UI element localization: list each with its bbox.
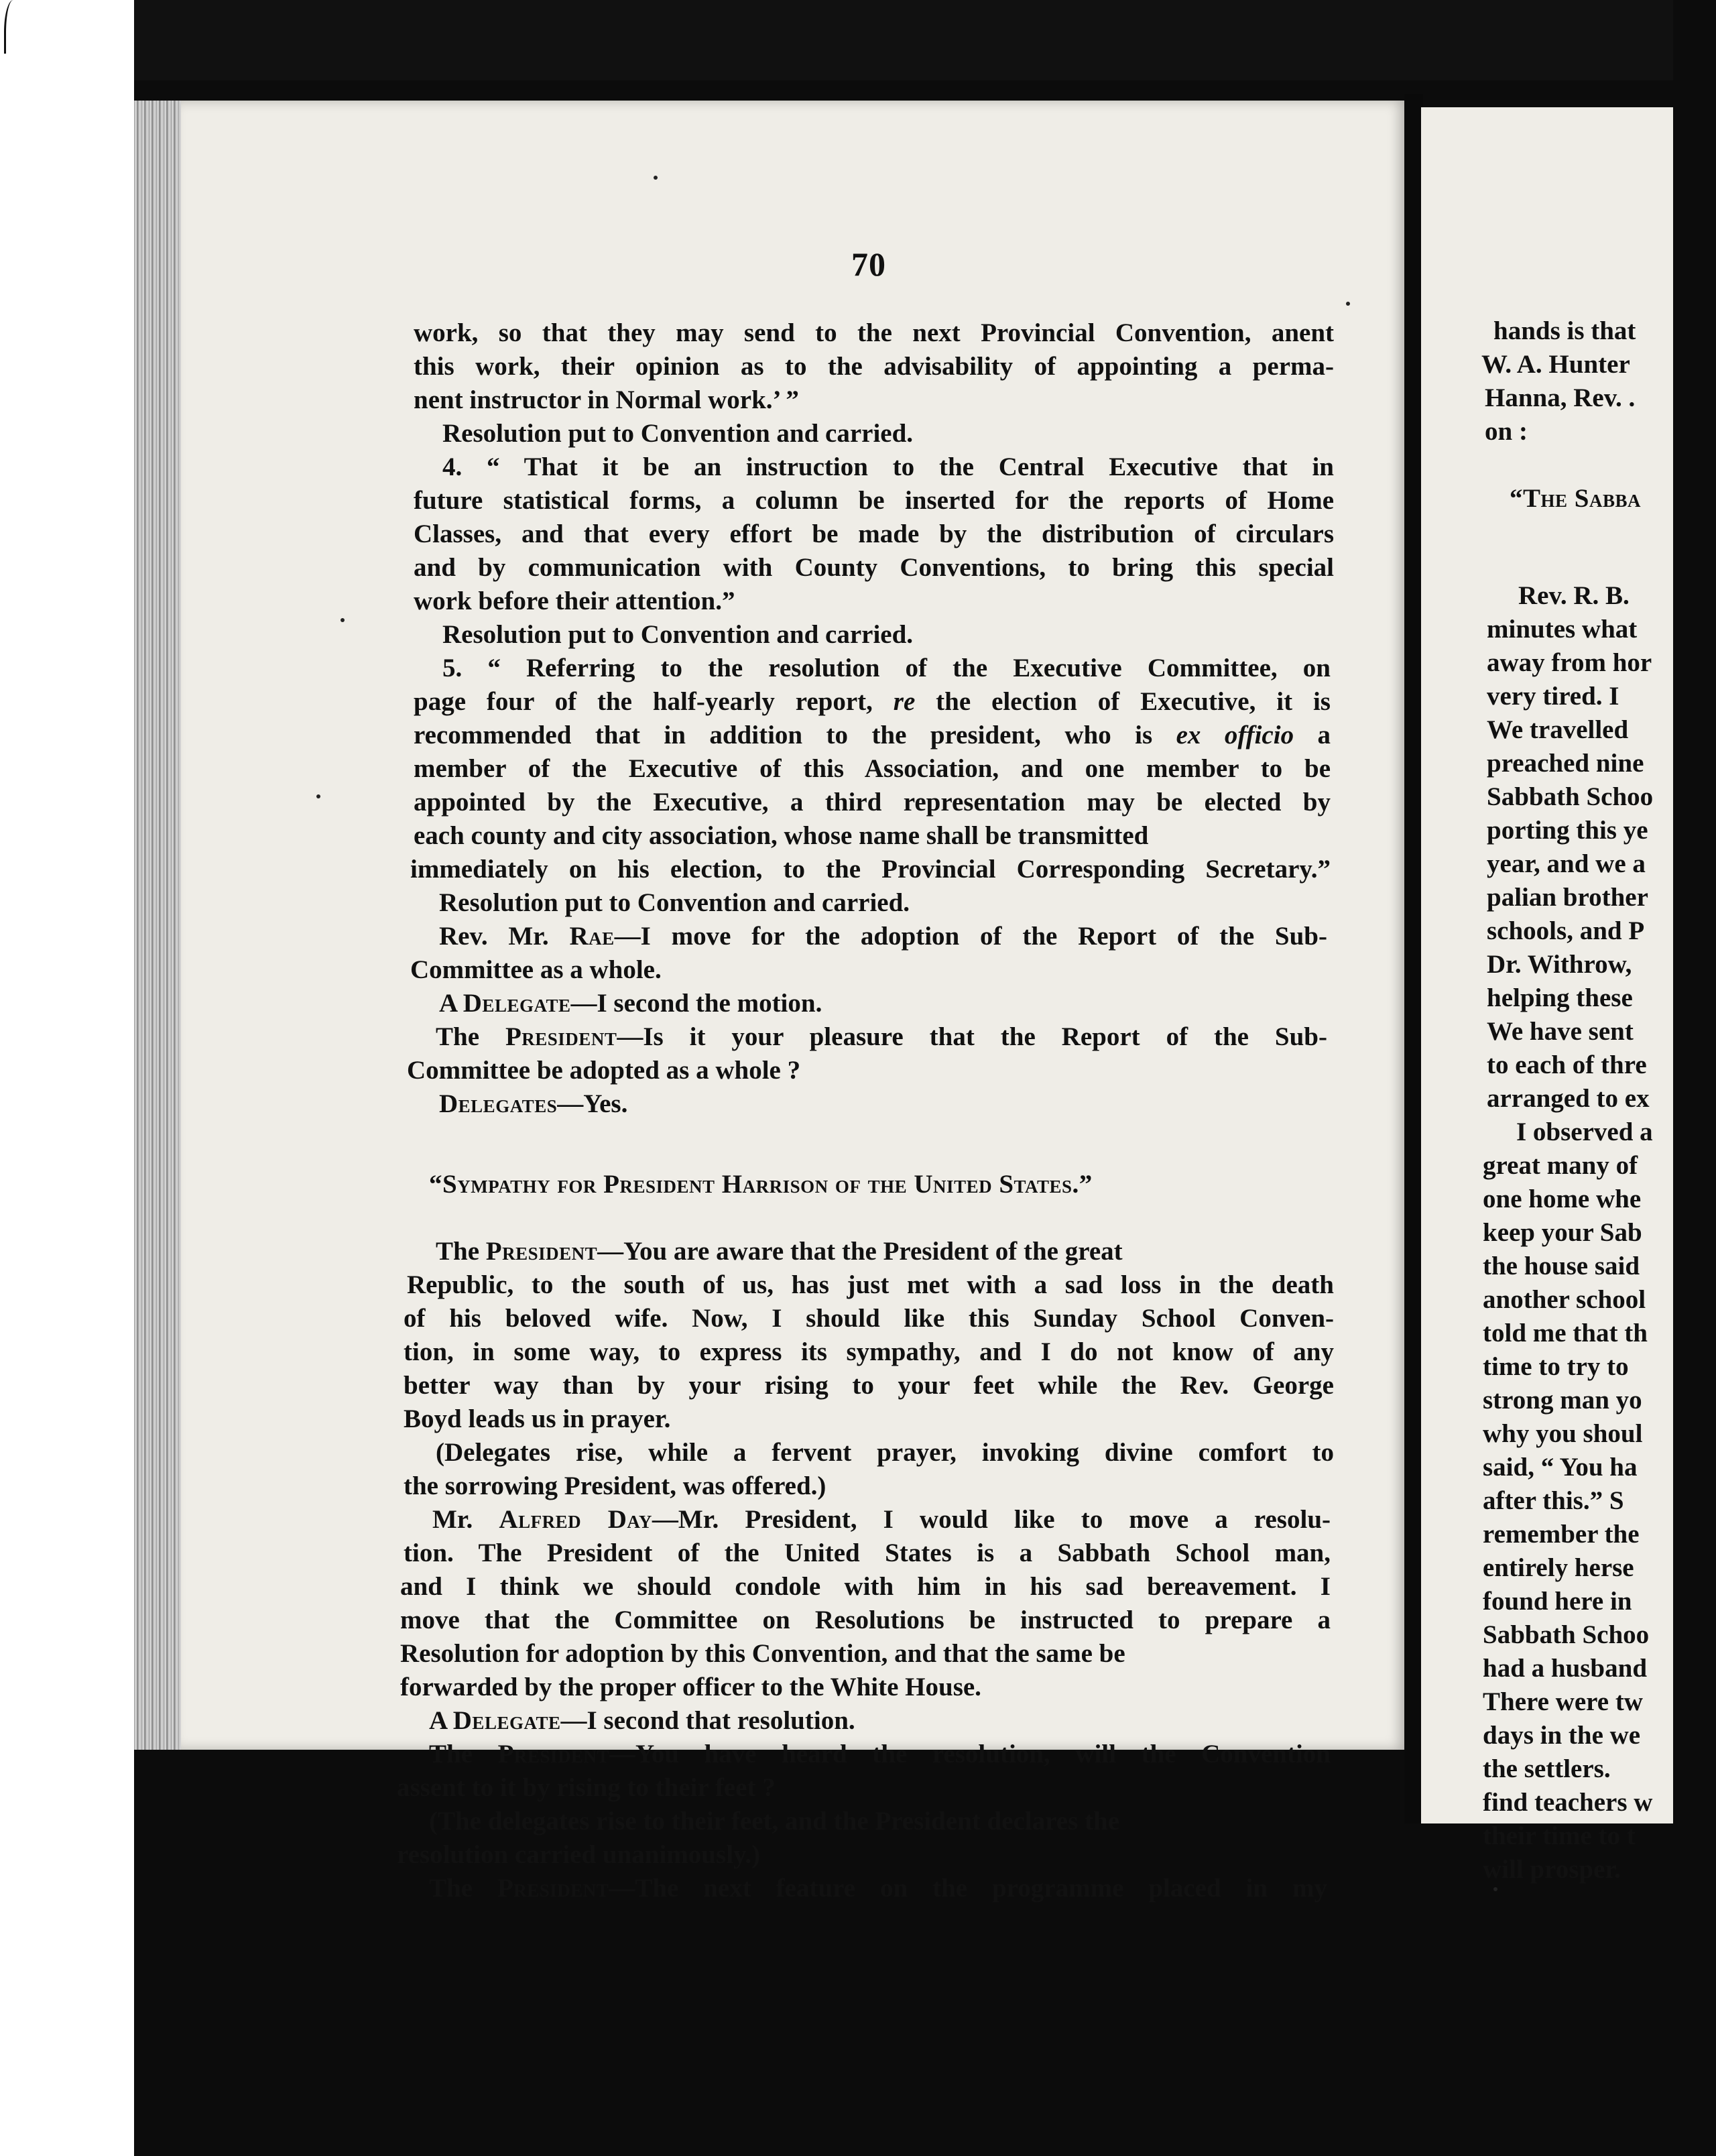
text-line: The President—You are aware that the President of the great bbox=[436, 1237, 1123, 1266]
text-line: Hanna, Rev. . bbox=[1485, 383, 1636, 412]
text-line: year, and we a bbox=[1487, 849, 1646, 878]
text-line: on : bbox=[1485, 417, 1528, 446]
text-line: assent to it by rising to their feet ? bbox=[397, 1773, 776, 1802]
speck bbox=[316, 794, 320, 798]
text-line: The President—You have heard the resolution, will the Convention bbox=[429, 1740, 1331, 1769]
text-line: Resolution put to Convention and carried. bbox=[442, 620, 914, 649]
text-line: porting this ye bbox=[1487, 816, 1648, 845]
text-line: We have sent bbox=[1487, 1017, 1634, 1046]
text-line: page four of the half-yearly report, re the election of Executive, it is bbox=[414, 687, 1331, 716]
speck bbox=[1493, 1887, 1497, 1891]
text-line: this work, their opinion as to the advisability of appointing a perma- bbox=[414, 352, 1334, 381]
text-line: better way than by your rising to your feet while the Rev. George bbox=[404, 1371, 1334, 1400]
text-line: told me that th bbox=[1483, 1319, 1648, 1348]
text-line: palian brother bbox=[1487, 883, 1648, 912]
text-line: resolution carried unanimously.) bbox=[397, 1840, 761, 1869]
text-line: nent instructor in Normal work.’ ” bbox=[414, 385, 799, 414]
text-line: of his beloved wife. Now, I should like this Sunday School Conven- bbox=[404, 1304, 1334, 1333]
text-line: (The delegates rise to their feet, and the President declares the bbox=[429, 1807, 1120, 1836]
text-line: Resolution for adoption by this Convention, and that the same be bbox=[400, 1639, 1125, 1668]
text-line: Resolution put to Convention and carried. bbox=[439, 888, 910, 917]
text-line: why you shoul bbox=[1483, 1419, 1643, 1448]
text-line: member of the Executive of this Association, and one member to be bbox=[414, 754, 1331, 783]
text-line: schools, and P bbox=[1487, 916, 1645, 945]
text-line: strong man yo bbox=[1483, 1386, 1642, 1415]
section-heading: “Sympathy for President Harrison of the United States.” bbox=[429, 1170, 1093, 1199]
text-line: remember the bbox=[1483, 1520, 1640, 1549]
text-line: Classes, and that every effort be made by the distribution of circulars bbox=[414, 520, 1334, 548]
text-line: the house said bbox=[1483, 1252, 1640, 1280]
text-line: very tired. I bbox=[1487, 682, 1619, 711]
text-line: Rev. Mr. Rae—I move for the adoption of the Report of the Sub- bbox=[439, 922, 1327, 951]
text-line: found here in bbox=[1483, 1587, 1632, 1616]
text-line: each county and city association, whose name shall be transmitted bbox=[414, 821, 1149, 850]
text-line: great many of bbox=[1483, 1151, 1638, 1180]
text-line: the sorrowing President, was offered.) bbox=[404, 1472, 826, 1500]
text-line: Sabbath Schoo bbox=[1483, 1620, 1650, 1649]
text-line: to each of thre bbox=[1487, 1051, 1647, 1079]
text-line: find teachers w bbox=[1483, 1788, 1653, 1817]
text-line: The President—Is it your pleasure that the Report of the Sub- bbox=[436, 1022, 1327, 1051]
text-line: W. A. Hunter bbox=[1481, 350, 1630, 379]
speck bbox=[1346, 302, 1350, 306]
section-heading: “The Sabba bbox=[1510, 484, 1641, 513]
text-line: The President—The next feature on the programme placed in my bbox=[429, 1874, 1327, 1903]
text-line: the settlers. bbox=[1483, 1754, 1611, 1783]
text-line: Boyd leads us in prayer. bbox=[404, 1404, 671, 1433]
text-line: one home whe bbox=[1483, 1185, 1642, 1213]
text-line: Committee as a whole. bbox=[410, 955, 662, 984]
text-line: We travelled bbox=[1487, 715, 1629, 744]
text-line: Dr. Withrow, bbox=[1487, 950, 1632, 979]
text-line: away from hor bbox=[1487, 648, 1652, 677]
text-line: There were tw bbox=[1483, 1687, 1643, 1716]
text-line: Sabbath Schoo bbox=[1487, 782, 1654, 811]
text-line: move that the Committee on Resolutions be instructed to prepare a bbox=[400, 1606, 1331, 1634]
text-line: appointed by the Executive, a third representation may be elected by bbox=[414, 788, 1331, 817]
text-line: work, so that they may send to the next Provincial Convention, anent bbox=[414, 318, 1334, 347]
text-line: entirely herse bbox=[1483, 1553, 1634, 1582]
text-line: time to try to bbox=[1483, 1352, 1629, 1381]
text-line: 5. “ Referring to the resolution of the Executive Committee, on bbox=[442, 654, 1331, 682]
text-line: immediately on his election, to the Provincial Corresponding Secretary.” bbox=[410, 855, 1331, 884]
text-line: future statistical forms, a column be inserted for the reports of Home bbox=[414, 486, 1334, 515]
speck bbox=[341, 618, 345, 622]
text-line: after this.” S bbox=[1483, 1486, 1624, 1515]
text-line: their time to t bbox=[1483, 1821, 1636, 1850]
text-line: tion. The President of the United States is a Sabbath School man, bbox=[404, 1539, 1331, 1567]
text-line: Mr. Alfred Day—Mr. President, I would like to move a resolu- bbox=[432, 1505, 1331, 1534]
text-line: and I think we should condole with him in his sad bereavement. I bbox=[400, 1572, 1331, 1601]
text-line: Rev. R. B. bbox=[1518, 581, 1630, 610]
page-number: 70 bbox=[851, 245, 886, 283]
text-line: said, “ You ha bbox=[1483, 1453, 1638, 1482]
text-line: recommended that in addition to the president, who is ex officio a bbox=[414, 721, 1331, 750]
text-line: keep your Sab bbox=[1483, 1218, 1642, 1247]
text-line: tion, in some way, to express its sympathy, and I do not know of any bbox=[404, 1337, 1334, 1366]
text-line: Committee be adopted as a whole ? bbox=[407, 1056, 801, 1085]
text-line: Resolution put to Convention and carried. bbox=[442, 419, 914, 448]
text-line: helping these bbox=[1487, 983, 1633, 1012]
text-line: A Delegate—I second that resolution. bbox=[429, 1706, 855, 1735]
text-line: A Delegate—I second the motion. bbox=[439, 989, 822, 1018]
text-line: Delegates—Yes. bbox=[439, 1089, 628, 1118]
text-line: hands is that bbox=[1493, 316, 1636, 345]
text-line: I observed a bbox=[1516, 1118, 1653, 1146]
text-line: had a husband bbox=[1483, 1654, 1648, 1683]
text-line: (Delegates rise, while a fervent prayer, invoking divine comfort to bbox=[436, 1438, 1334, 1467]
text-line: arranged to ex bbox=[1487, 1084, 1650, 1113]
text-line: Republic, to the south of us, has just met with a sad loss in the death bbox=[407, 1270, 1334, 1299]
right-page bbox=[1421, 107, 1673, 1884]
text-line: 4. “ That it be an instruction to the Central Executive that in bbox=[442, 453, 1334, 481]
text-line: minutes what bbox=[1487, 615, 1638, 644]
text-line: will prosper. bbox=[1483, 1855, 1621, 1884]
text-line: work before their attention.” bbox=[414, 587, 735, 615]
text-line: forwarded by the proper officer to the White House. bbox=[400, 1673, 981, 1701]
speck bbox=[654, 176, 658, 180]
text-line: days in the we bbox=[1483, 1721, 1641, 1750]
text-line: and by communication with County Conventions, to bring this special bbox=[414, 553, 1334, 582]
text-line: another school bbox=[1483, 1285, 1646, 1314]
text-line: preached nine bbox=[1487, 749, 1644, 778]
